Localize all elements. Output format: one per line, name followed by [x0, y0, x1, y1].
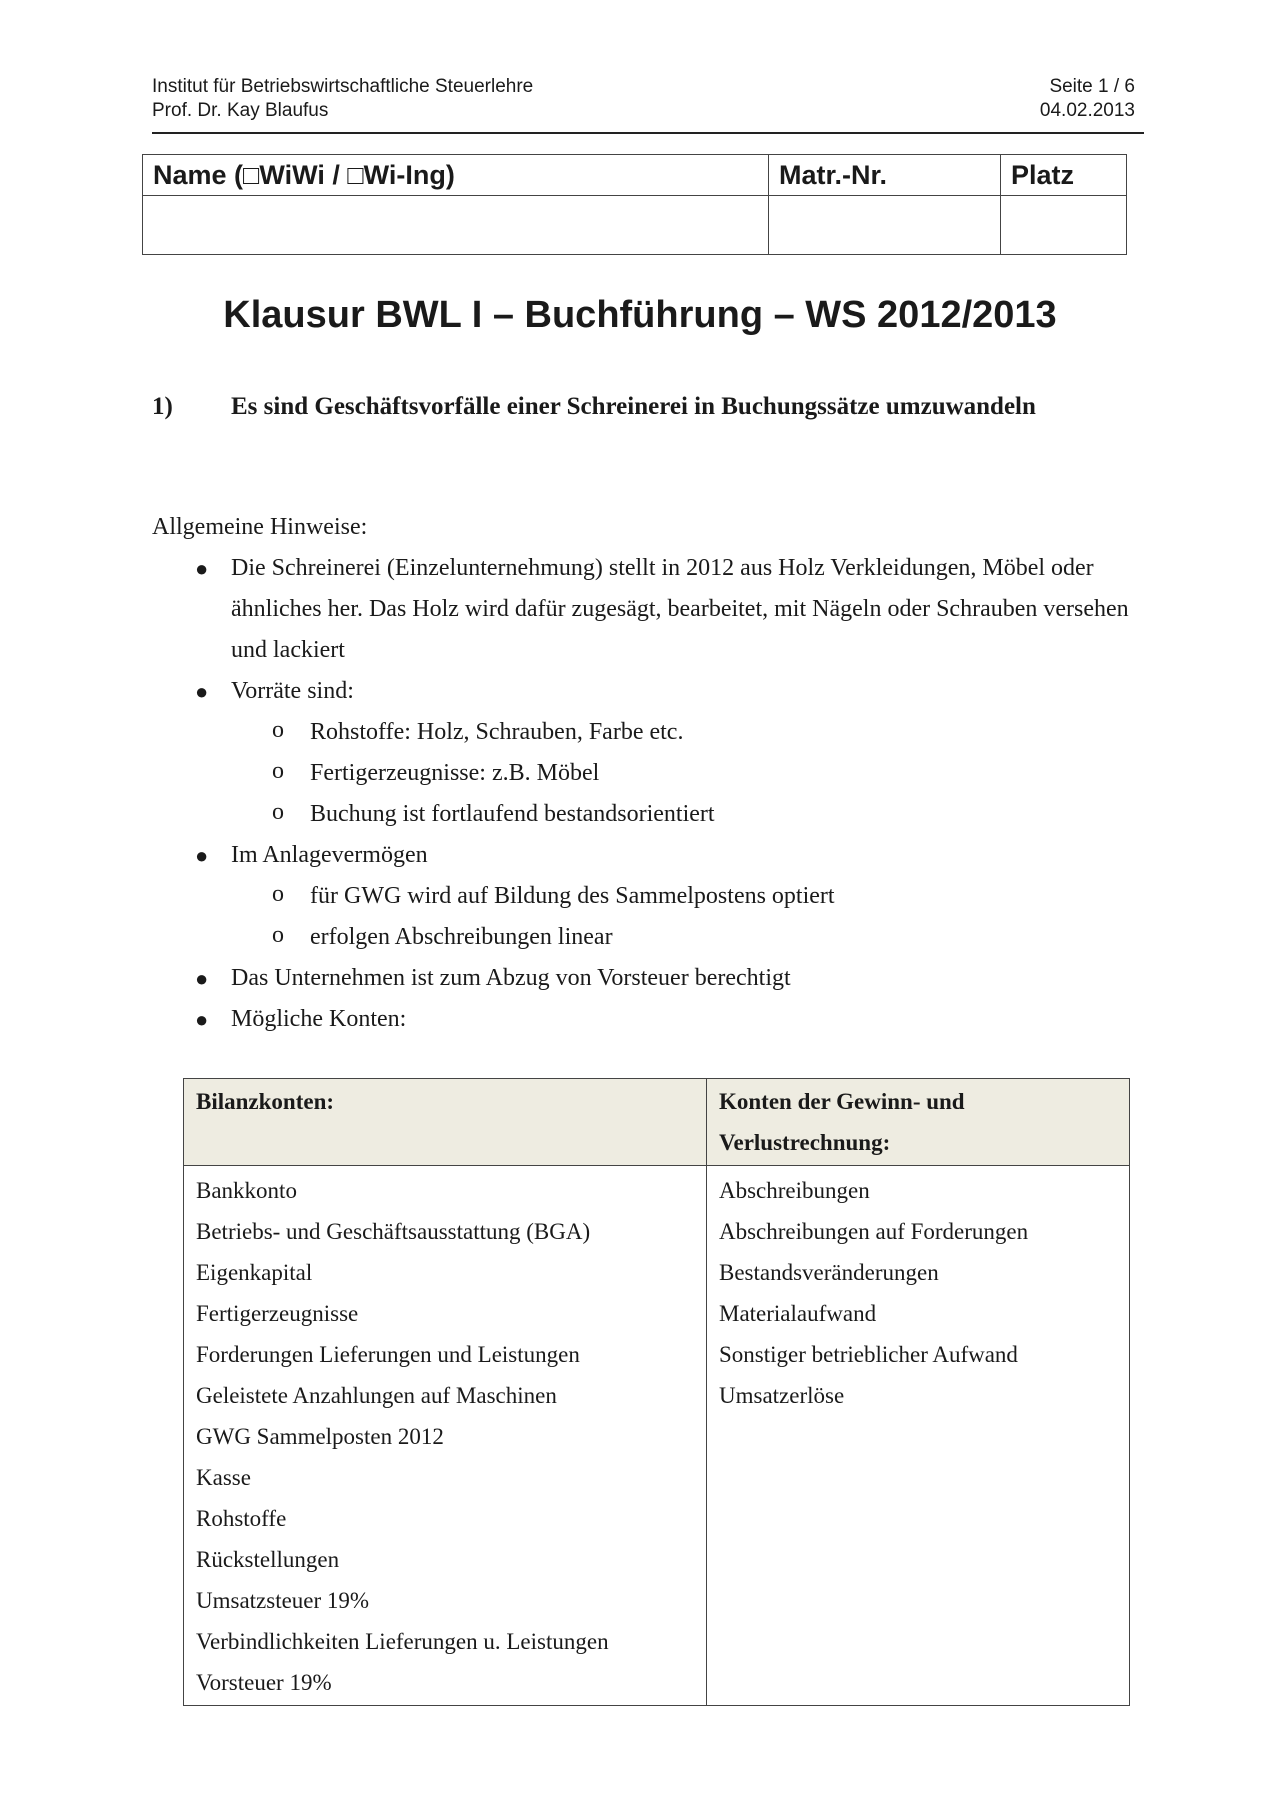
- sub-list-item: [231, 712, 1152, 753]
- platz-label: Platz: [1001, 155, 1127, 196]
- list-item: [152, 999, 1152, 1040]
- balance-account: Rohstoffe: [196, 1506, 287, 1531]
- list-item: [152, 548, 1152, 671]
- task-text: Es sind Geschäftsvorfälle einer Schreinerei in Buchungssätze umzuwandeln: [231, 393, 1036, 420]
- sub-list-item-text: für GWG wird auf Bildung des Sammelpostens optiert: [310, 883, 835, 909]
- student-info-table: [142, 154, 1127, 255]
- circle-bullet-icon: o: [272, 717, 284, 743]
- balance-accounts-header: Bilanzkonten:: [184, 1079, 707, 1166]
- task-number: 1): [152, 393, 173, 420]
- pl-account: Bestandsveränderungen: [719, 1260, 939, 1285]
- hints-heading: Allgemeine Hinweise:: [152, 514, 368, 540]
- sub-list-item-text: erfolgen Abschreibungen linear: [310, 924, 613, 950]
- balance-account: Umsatzsteuer 19%: [196, 1588, 370, 1613]
- pl-account: Sonstiger betrieblicher Aufwand: [719, 1342, 1018, 1367]
- balance-account: Betriebs- und Geschäftsausstattung (BGA): [196, 1219, 591, 1244]
- balance-account: Kasse: [196, 1465, 251, 1490]
- balance-account: GWG Sammelposten 2012: [196, 1424, 444, 1449]
- bullet-icon: ●: [195, 843, 209, 868]
- circle-bullet-icon: o: [272, 758, 284, 784]
- sub-list-item-text: Rohstoffe: Holz, Schrauben, Farbe etc.: [310, 719, 684, 745]
- balance-account: Rückstellungen: [196, 1547, 340, 1572]
- circle-bullet-icon: o: [272, 881, 284, 907]
- list-item-text: Vorräte sind:: [231, 678, 354, 704]
- pl-accounts-header: Konten der Gewinn- und Verlustrechnung:: [707, 1079, 1130, 1166]
- balance-account: Forderungen Lieferungen und Leistungen: [196, 1342, 580, 1367]
- general-hints: [152, 507, 1152, 1040]
- professor-name: Prof. Dr. Kay Blaufus: [152, 100, 329, 121]
- sub-list: [231, 712, 1152, 835]
- bullet-icon: ●: [195, 1007, 209, 1032]
- sub-list-item: [231, 794, 1152, 835]
- sub-list-item: [231, 876, 1152, 917]
- list-item: [152, 958, 1152, 999]
- exam-date: 04.02.2013: [1039, 100, 1135, 121]
- exam-title: Klausur BWL I – Buchführung – WS 2012/2013: [223, 294, 1057, 336]
- list-item-text: Mögliche Konten:: [231, 1006, 407, 1032]
- balance-account: Bankkonto: [196, 1178, 297, 1203]
- page-header: [152, 75, 1135, 123]
- sub-list-item-text: Buchung ist fortlaufend bestandsorientiert: [310, 801, 715, 827]
- sub-list-item: [231, 917, 1152, 958]
- balance-account: Fertigerzeugnisse: [196, 1301, 359, 1326]
- pl-account: Umsatzerlöse: [719, 1383, 845, 1408]
- page-number: Seite 1 / 6: [1049, 76, 1135, 97]
- balance-account: Eigenkapital: [196, 1260, 313, 1285]
- pl-account: Abschreibungen auf Forderungen: [719, 1219, 1029, 1244]
- balance-accounts-cell: [184, 1166, 707, 1706]
- pl-account: Abschreibungen: [719, 1178, 870, 1203]
- list-item-text: Im Anlagevermögen: [231, 842, 428, 868]
- sub-list-item-text: Fertigerzeugnisse: z.B. Möbel: [310, 760, 600, 786]
- bullet-icon: ●: [195, 679, 209, 704]
- accounts-table: [183, 1078, 1130, 1706]
- list-item: [152, 671, 1152, 835]
- balance-account: Verbindlichkeiten Lieferungen u. Leistungen: [196, 1629, 609, 1654]
- header-divider: [152, 132, 1144, 134]
- circle-bullet-icon: o: [272, 922, 284, 948]
- name-field[interactable]: [143, 196, 769, 255]
- sub-list: [231, 876, 1152, 958]
- list-item-text: Die Schreinerei (Einzelunternehmung) stellt in 2012 aus Holz Verkleidungen, Möbel oder ähnliches her. Das Holz wird dafür zugesägt, bearbeitet, mit Nägeln oder Schrauben versehen und lackiert: [231, 555, 1129, 663]
- balance-account: Geleistete Anzahlungen auf Maschinen: [196, 1383, 557, 1408]
- sub-list-item: [231, 753, 1152, 794]
- pl-accounts-cell: [707, 1166, 1130, 1706]
- pl-account: Materialaufwand: [719, 1301, 877, 1326]
- balance-account: Vorsteuer 19%: [196, 1670, 332, 1695]
- bullet-icon: ●: [195, 966, 209, 991]
- hints-list: [152, 548, 1152, 1040]
- matr-field[interactable]: [769, 196, 1001, 255]
- matr-label: Matr.-Nr.: [769, 155, 1001, 196]
- list-item-text: Das Unternehmen ist zum Abzug von Vorsteuer berechtigt: [231, 965, 791, 991]
- bullet-icon: ●: [195, 556, 209, 581]
- institute-name: Institut für Betriebswirtschaftliche Steuerlehre: [152, 76, 534, 97]
- list-item: [152, 835, 1152, 958]
- platz-field[interactable]: [1001, 196, 1127, 255]
- circle-bullet-icon: o: [272, 799, 284, 825]
- name-label: Name (□WiWi / □Wi-Ing): [143, 155, 769, 196]
